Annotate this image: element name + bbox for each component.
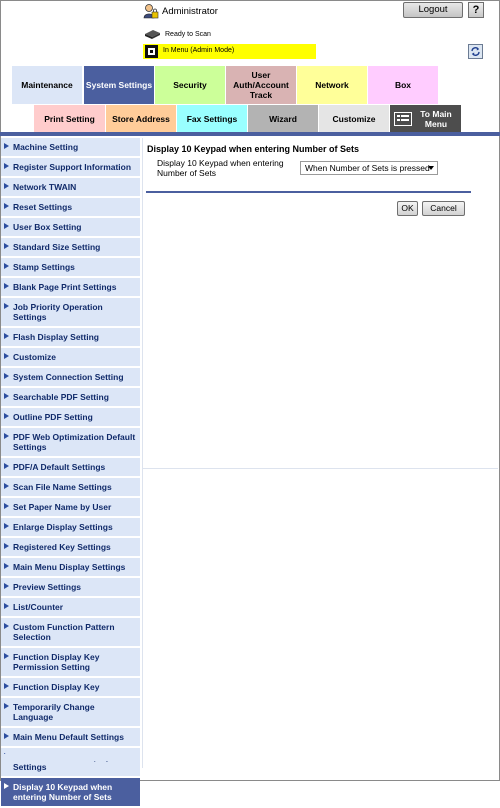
content-separator (146, 191, 471, 193)
sidebar-item[interactable] (1, 698, 140, 728)
sidebar-item[interactable] (1, 348, 140, 368)
admin-mode-bar (143, 44, 316, 59)
triangle-right-icon (4, 623, 9, 629)
sidebar-item[interactable] (1, 278, 140, 298)
sidebar-item[interactable] (1, 558, 140, 578)
scanner-icon (144, 28, 161, 40)
triangle-right-icon (4, 543, 9, 549)
sidebar-item-label: Function Display Key (13, 682, 100, 692)
sidebar-item-label: User Box Setting (13, 222, 82, 232)
sidebar-item-label: Machine Setting (13, 142, 79, 152)
sidebar-divider (142, 138, 143, 768)
sidebar-item-label: Standard Size Setting (13, 242, 101, 252)
refresh-icon (469, 45, 482, 58)
sidebar-item[interactable] (1, 428, 140, 458)
sidebar-item[interactable] (1, 258, 140, 278)
sidebar-item-label: System Connection Setting (13, 372, 124, 382)
header-divider (0, 132, 500, 136)
sidebar-item[interactable] (1, 518, 140, 538)
sidebar-item-label: Display 10 Keypad when entering Number of Sets (13, 782, 113, 802)
sidebar-item[interactable] (1, 458, 140, 478)
tab-store-address[interactable]: Store Address (106, 105, 176, 132)
triangle-right-icon (4, 243, 9, 249)
sidebar-item[interactable] (1, 648, 140, 678)
triangle-right-icon (4, 283, 9, 289)
refresh-button[interactable] (468, 44, 483, 59)
tab-box[interactable]: Box (368, 66, 438, 104)
sidebar-item[interactable] (1, 158, 140, 178)
ok-button[interactable]: OK (397, 201, 418, 216)
triangle-right-icon (4, 223, 9, 229)
tab-fax-settings[interactable]: Fax Settings (177, 105, 247, 132)
sidebar-item-label: List/Counter (13, 602, 64, 612)
triangle-right-icon (4, 263, 9, 269)
sidebar-item[interactable] (1, 618, 140, 648)
triangle-right-icon (4, 503, 9, 509)
sidebar-item[interactable] (1, 298, 140, 328)
triangle-right-icon (4, 733, 9, 739)
triangle-right-icon (4, 413, 9, 419)
triangle-right-icon (4, 683, 9, 689)
admin-mode-icon (145, 45, 158, 58)
sidebar-item-label: Settings (13, 762, 47, 772)
tab-wizard[interactable]: Wizard (248, 105, 318, 132)
sidebar-item[interactable] (1, 408, 140, 428)
sidebar-item-label: Reset Settings (13, 202, 73, 212)
sidebar-item-label: Main Menu Default Settings (13, 732, 124, 742)
sidebar-item[interactable] (1, 498, 140, 518)
sidebar-item[interactable] (1, 328, 140, 348)
help-button[interactable]: ? (468, 2, 484, 18)
tab-system-settings[interactable]: System Settings (84, 66, 154, 104)
admin-mode-text: In Menu (Admin Mode) (163, 47, 235, 54)
sidebar-item-label: Customize (13, 352, 56, 362)
sidebar-item[interactable] (1, 778, 140, 808)
triangle-right-icon (4, 203, 9, 209)
triangle-right-icon (4, 303, 9, 309)
content-divider (142, 468, 498, 469)
sidebar-item[interactable] (1, 538, 140, 558)
triangle-right-icon (4, 373, 9, 379)
sidebar-item-label: Registered Key Settings (13, 542, 111, 552)
sidebar-item-label: PDF/A Default Settings (13, 462, 106, 472)
tab-user-auth-account-track[interactable]: User Auth/Account Track (226, 66, 296, 104)
setting-label: Display 10 Keypad when entering Number of Sets (157, 158, 284, 178)
triangle-right-icon (4, 183, 9, 189)
to-main-menu-label: To Main Menu (420, 108, 452, 129)
settings-sidebar (1, 138, 140, 808)
machine-status-text: Ready to Scan (165, 31, 211, 38)
tab-to-main-menu[interactable] (390, 105, 461, 132)
sidebar-item[interactable] (1, 678, 140, 698)
sidebar-item[interactable] (1, 598, 140, 618)
keypad-display-select[interactable] (300, 161, 438, 175)
sidebar-item-label: Blank Page Print Settings (13, 282, 117, 292)
triangle-right-icon (4, 353, 9, 359)
sidebar-item[interactable] (1, 198, 140, 218)
cancel-button[interactable]: Cancel (422, 201, 465, 216)
triangle-right-icon (4, 703, 9, 709)
triangle-right-icon (4, 523, 9, 529)
triangle-right-icon (4, 783, 9, 789)
keypad-display-select-value: When Number of Sets is pressed (305, 163, 430, 173)
triangle-right-icon (4, 143, 9, 149)
triangle-right-icon (4, 333, 9, 339)
triangle-right-icon (4, 483, 9, 489)
tab-print-setting[interactable]: Print Setting (34, 105, 105, 132)
sidebar-item-label: Searchable PDF Setting (13, 392, 109, 402)
sidebar-item-label: Custom Function Pattern Selection (13, 622, 115, 642)
triangle-right-icon (4, 563, 9, 569)
user-label: Administrator (162, 6, 218, 17)
sidebar-item[interactable] (1, 178, 140, 198)
sidebar-item-label: Set Paper Name by User (13, 502, 112, 512)
sidebar-item[interactable] (1, 388, 140, 408)
sidebar-item[interactable] (1, 478, 140, 498)
sidebar-item-label: Job Priority Operation Settings (13, 302, 103, 322)
sidebar-item-label: Temporarily Change Language (13, 702, 95, 722)
tab-maintenance[interactable]: Maintenance (12, 66, 82, 104)
sidebar-footer (1, 754, 140, 761)
tab-security[interactable]: Security (155, 66, 225, 104)
sidebar-item-label: Stamp Settings (13, 262, 75, 272)
triangle-right-icon (4, 433, 9, 439)
sidebar-item[interactable] (1, 748, 140, 778)
sidebar-item[interactable] (1, 218, 140, 238)
sidebar-item[interactable] (1, 238, 140, 258)
sidebar-item-label: Network TWAIN (13, 182, 77, 192)
sidebar-item-label: Function Display Key Permission Setting (13, 652, 100, 672)
sidebar-item[interactable] (1, 138, 140, 158)
administrator-user-icon (143, 3, 159, 19)
sidebar-item-label: Preview Settings (13, 582, 82, 592)
main-menu-icon (394, 112, 412, 126)
logout-button[interactable]: Logout (403, 2, 463, 18)
sidebar-item-label: Register Support Information (13, 162, 132, 172)
triangle-right-icon (4, 583, 9, 589)
sidebar-item[interactable] (1, 578, 140, 598)
tab-customize[interactable]: Customize (319, 105, 389, 132)
page-title: Display 10 Keypad when entering Number of Sets (147, 144, 360, 154)
triangle-right-icon (4, 603, 9, 609)
chevron-down-icon (428, 166, 434, 170)
sidebar-item-label: PDF Web Optimization Default Settings (13, 432, 136, 452)
sidebar-item-label: Flash Display Setting (13, 332, 99, 342)
tab-network[interactable]: Network (297, 66, 367, 104)
triangle-right-icon (4, 163, 9, 169)
sidebar-item-label: Scan File Name Settings (13, 482, 112, 492)
sidebar-item-label: Outline PDF Setting (13, 412, 93, 422)
sidebar-item[interactable] (1, 728, 140, 748)
sidebar-item[interactable] (1, 368, 140, 388)
triangle-right-icon (4, 463, 9, 469)
triangle-right-icon (4, 393, 9, 399)
sidebar-item-label: Main Menu Display Settings (13, 562, 126, 572)
sidebar-item-label: Enlarge Display Settings (13, 522, 113, 532)
triangle-right-icon (4, 653, 9, 659)
